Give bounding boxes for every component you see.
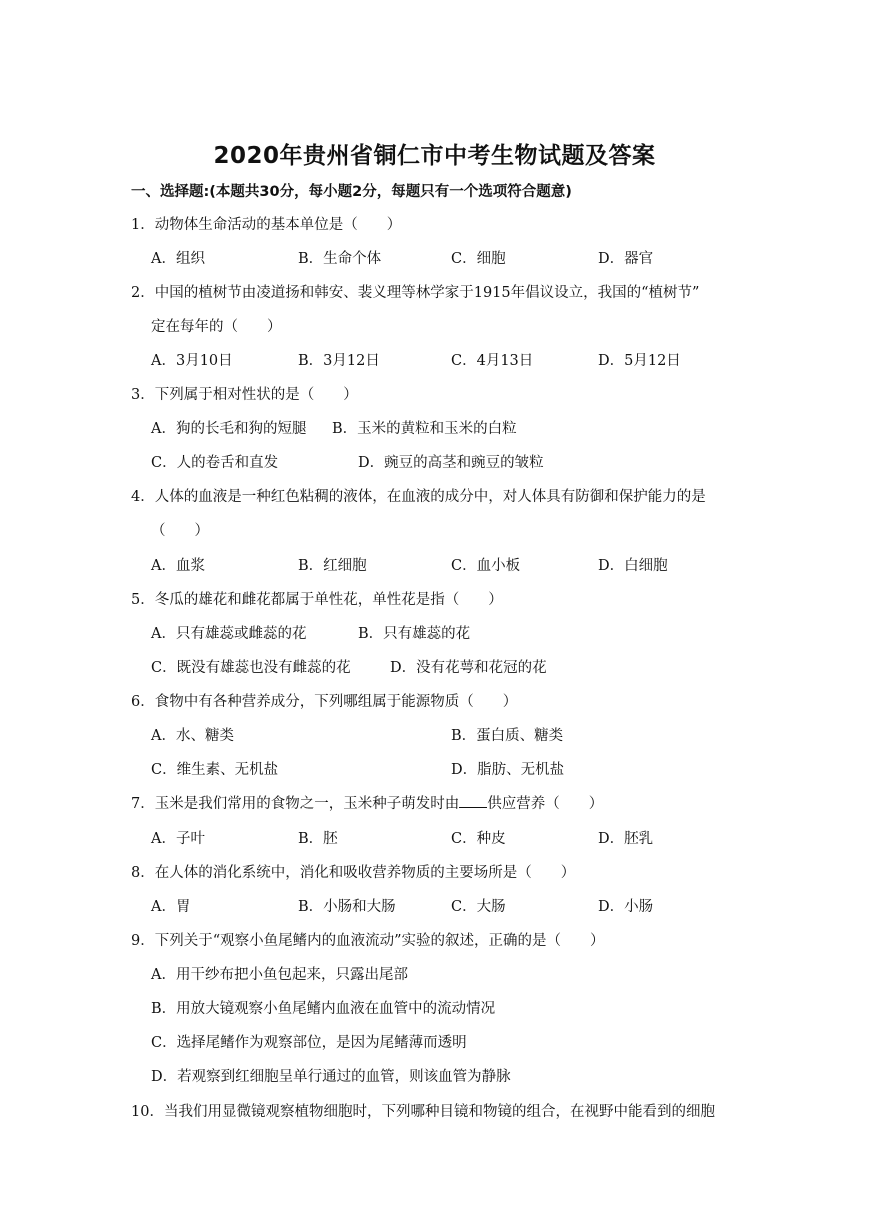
- question-5: 5．冬瓜的雄花和雌花都属于单性花，单性花是指（ ）: [131, 592, 503, 608]
- q3-option-a: A．狗的长毛和狗的短腿: [151, 421, 307, 437]
- q9-option-d: D．若观察到红细胞呈单行通过的血管，则该血管为静脉: [151, 1069, 511, 1085]
- q4-option-c: C．血小板: [451, 558, 521, 574]
- q2-option-d: D．5月12日: [598, 353, 681, 369]
- q9-option-b: B．用放大镜观察小鱼尾鳍内血液在血管中的流动情况: [151, 1001, 496, 1017]
- q7-option-b: B．胚: [298, 831, 338, 847]
- q7-option-c: C．种皮: [451, 831, 506, 847]
- q1-option-d: D．器官: [598, 251, 654, 267]
- question-4-cont: （ ）: [151, 523, 209, 539]
- question-2-cont: 定在每年的（ ）: [151, 319, 282, 335]
- q9-option-a: A．用干纱布把小鱼包起来，只露出尾部: [151, 967, 408, 983]
- question-4: 4．人体的血液是一种红色粘稠的液体，在血液的成分中，对人体具有防御和保护能力的是: [131, 489, 706, 505]
- question-3: 3．下列属于相对性状的是（ ）: [131, 387, 358, 403]
- document-title: 2020年贵州省铜仁市中考生物试题及答案: [213, 143, 656, 169]
- q1-option-a: A．组织: [151, 251, 205, 267]
- q6-option-d: D．脂肪、无机盐: [451, 762, 565, 778]
- question-2: 2．中国的植树节由凌道扬和韩安、裴义理等林学家于1915年倡议设立，我国的“植树节”: [131, 285, 700, 301]
- q4-option-d: D．白细胞: [598, 558, 668, 574]
- q8-option-a: A．胃: [151, 899, 191, 915]
- q8-option-c: C．大肠: [451, 899, 506, 915]
- q6-option-c: C．维生素、无机盐: [151, 762, 279, 778]
- question-7-part-a: 7．玉米是我们常用的食物之一，玉米种子萌发时由: [131, 796, 460, 812]
- question-10: 10．当我们用显微镜观察植物细胞时，下列哪种目镜和物镜的组合，在视野中能看到的细胞: [131, 1104, 715, 1120]
- question-1: 1．动物体生命活动的基本单位是（ ）: [131, 217, 402, 233]
- section-heading: 一、选择题:(本题共30分，每小题2分，每题只有一个选项符合题意): [131, 184, 572, 200]
- q1-option-c: C．细胞: [451, 251, 506, 267]
- question-8: 8．在人体的消化系统中，消化和吸收营养物质的主要场所是（ ）: [131, 865, 576, 881]
- question-7-part-b: 供应营养（ ）: [487, 796, 604, 812]
- q5-option-d: D．没有花萼和花冠的花: [390, 660, 547, 676]
- q4-option-b: B．红细胞: [298, 558, 367, 574]
- q5-option-a: A．只有雄蕊或雌蕊的花: [151, 626, 307, 642]
- question-7: [131, 795, 603, 813]
- q2-option-c: C．4月13日: [451, 353, 534, 369]
- answer-blank: [459, 795, 487, 808]
- question-9: 9．下列关于“观察小鱼尾鳍内的血液流动”实验的叙述，正确的是（ ）: [131, 933, 605, 949]
- q3-option-d: D．豌豆的高茎和豌豆的皱粒: [358, 455, 544, 471]
- q8-option-b: B．小肠和大肠: [298, 899, 396, 915]
- q3-option-b: B．玉米的黄粒和玉米的白粒: [332, 421, 517, 437]
- q6-option-b: B．蛋白质、糖类: [451, 728, 564, 744]
- q5-option-b: B．只有雄蕊的花: [358, 626, 471, 642]
- q6-option-a: A．水、糖类: [151, 728, 234, 744]
- q2-option-a: A．3月10日: [151, 353, 233, 369]
- q8-option-d: D．小肠: [598, 899, 654, 915]
- question-6: 6．食物中有各种营养成分，下列哪组属于能源物质（ ）: [131, 694, 518, 710]
- q1-option-b: B．生命个体: [298, 251, 382, 267]
- q7-option-a: A．子叶: [151, 831, 205, 847]
- q4-option-a: A．血浆: [151, 558, 205, 574]
- q7-option-d: D．胚乳: [598, 831, 654, 847]
- q5-option-c: C．既没有雄蕊也没有雌蕊的花: [151, 660, 351, 676]
- q3-option-c: C．人的卷舌和直发: [151, 455, 279, 471]
- q2-option-b: B．3月12日: [298, 353, 380, 369]
- q9-option-c: C．选择尾鳍作为观察部位，是因为尾鳍薄而透明: [151, 1035, 467, 1051]
